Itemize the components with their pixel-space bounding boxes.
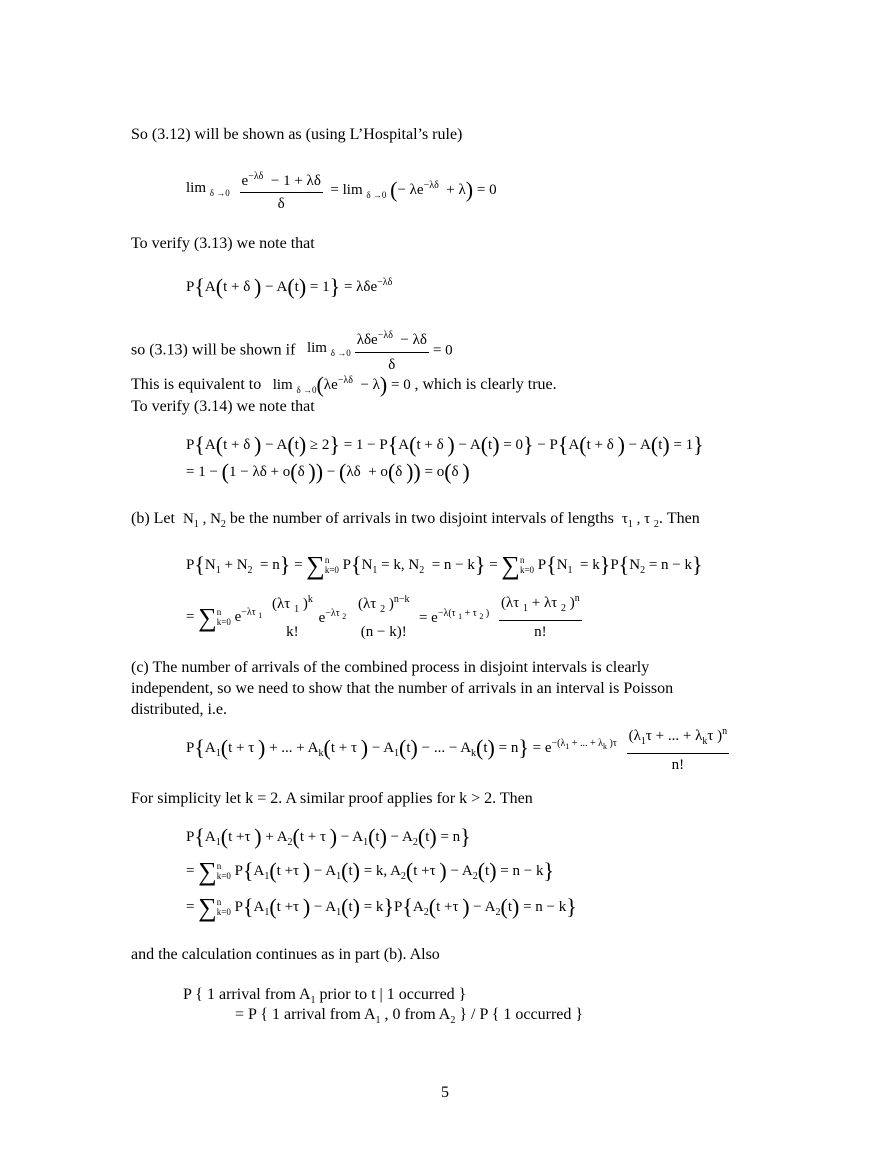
equation-p-a-ge-2: P{A(t + δ ) − A(t) ≥ 2} = 1 − P{A(t + δ ) − A(t) = 0} − P{A(t + δ ) − A(t) = 1} [186, 432, 704, 457]
paragraph-3-text: so (3.13) will be shown if [131, 341, 296, 359]
paragraph-4: This is equivalent to $\lim _{\delta \to 0}(\lambda e^{-\lambda\delta} - \lambda) = 0$ , which is clearly true. [131, 372, 557, 397]
equation-k2-line-2: = ∑n k=0 $P\{A_1(t +\tau$ ) − $A_1(t) = k$, $A_2(t +\tau$ ) − $A_2(t) = n - k$} [186, 857, 555, 886]
paragraph-5: To verify (3.14) we note that [131, 398, 315, 415]
equation-lhopital: lim $_{\delta \to 0}$ $\frac{e^{-\lambda\delta} - 1 + \lambda\delta}{\delta}$ = lim $_{\delta \to 0}$ (− $\lambda e^{-\lambda\delta} + \lambda) = 0$ [186, 168, 497, 213]
equation-combined-poisson: $P\{A_1(t + \tau$ ) + ... + $A_k(t + \tau$ ) − $A_1(t)$ − ... − $A_k(t) = n\} = e^{-(\lambda_1 + ... + \lambda_k )\tau}$ $\frac{(\lambda_1\tau + ... + \lambda_k\tau )^n}{n!}$ [186, 723, 729, 774]
paragraph-4-post: , which is clearly true. [414, 376, 557, 393]
equation-k2-line-3: = ∑n k=0 $P\{A_1(t +\tau$ ) − $A_1(t) = k\}P\{A_2(t +\tau$ ) − $A_2(t) = n - k$} [186, 893, 577, 922]
equation-k2-line-1: $P\{A_1(t +\tau$ ) + $A_2(t + \tau$ ) − $A_1(t) - A_2(t) = n$} [186, 824, 471, 849]
paragraph-6-mid: be the number of arrivals in two disjoint intervals of lengths [229, 510, 614, 527]
equation-n1-plus-n2: $P\{N_1 + N_2 = n\} = \sum n$ k=0 $P\{N_1 = k$, $N_2 = n - k\} = \sum n$ k=0 $P\{N_1 = k\}P\{N_2 = n - k\}$ [186, 551, 703, 580]
paragraph-9: and the calculation continues as in part (b). Also [131, 946, 440, 963]
paragraph-4-pre: This is equivalent to [131, 376, 262, 393]
paragraph-8: For simplicity let k = 2. A similar proof applies for k > 2. Then [131, 790, 533, 807]
equation-p-a-equals-1: P{A(t + δ ) − A(t) = 1} = λδe$^{-\lambda\delta}$ [186, 274, 393, 299]
paragraph-1: So (3.12) will be shown as (using L’Hospital’s rule) [131, 126, 463, 143]
paragraph-3: so (3.13) will be shown if lim $_{\delta \to 0}$ $\frac{\lambda\delta e^{-\lambda\delta} - \lambda\delta}{\delta}$ = 0 [131, 326, 453, 375]
conditional-prob-line-2: = P { 1 arrival from $A_1$ , 0 from $A_2$ } / P { 1 occurred } [235, 1006, 584, 1027]
page-number: 5 [441, 1084, 449, 1101]
paragraph-6: (b) Let $N_1$ , $N_2$ be the number of arrivals in two disjoint intervals of lengths $\tau_1$ , τ $_2$. Then [131, 510, 700, 530]
paragraph-7-line-2: independent, so we need to show that the number of arrivals in an interval is Poisson [131, 680, 674, 697]
paragraph-6-post: . Then [658, 510, 700, 527]
paragraph-7-line-3: distributed, i.e. [131, 701, 227, 718]
paragraph-6-pre: (b) Let [131, 510, 175, 527]
paragraph-7-line-1: (c) The number of arrivals of the combined process in disjoint intervals is clearly [131, 659, 650, 676]
equation-o-delta: = 1 − (1 − λδ + o(δ )) − (λδ + o(δ )) = o(δ ) [186, 459, 470, 484]
equation-poisson-convolution: = ∑n k=0 $e^{-\lambda\tau _1}$ (λτ $_1$ )$^k$ k! $e^{-\lambda\tau _2}$ (λτ $_2$ )$^{n-k}$ (n − k)! = $e^{-\lambda(\tau _1 + \tau _2 )}$ $\frac{(\lambda\tau _1 + \lambda\tau _2 )^n}{n!}$ [186, 590, 582, 641]
conditional-prob-line-1: P { 1 arrival from $A_1$ prior to t | 1 occurred } [183, 986, 467, 1007]
paragraph-2: To verify (3.13) we note that [131, 235, 315, 252]
